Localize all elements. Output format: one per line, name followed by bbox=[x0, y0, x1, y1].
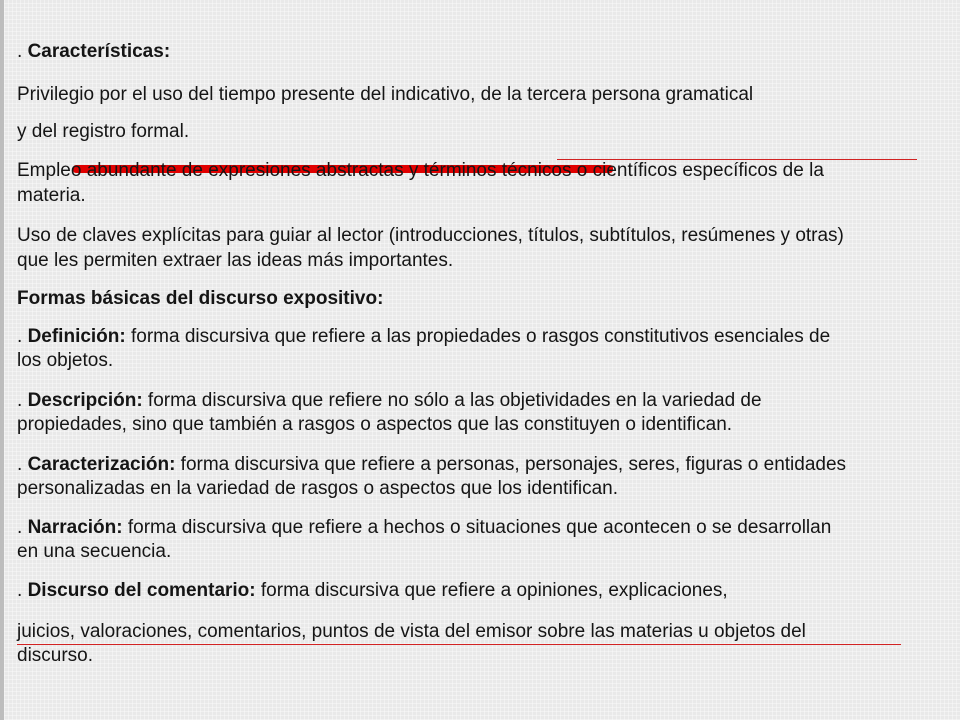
item-bullet: . bbox=[17, 517, 28, 538]
item-caracterizacion bbox=[17, 453, 947, 501]
item-bullet: . bbox=[17, 580, 28, 601]
paragraph-3-line-a: Uso de claves explícitas para guiar al lector (introducciones, títulos, subtítulos, resúmenes y otras) bbox=[17, 225, 844, 246]
paragraph-2-line-b: materia. bbox=[17, 185, 86, 206]
item-text-cont: juicios, valoraciones, comentarios, puntos de vista del emisor sobre las materias u objetos del bbox=[17, 621, 806, 642]
item-text-cont: propiedades, sino que también a rasgos o aspectos que las constituyen o identifican. bbox=[17, 414, 733, 435]
paragraph-3-line-b: que les permiten extraer las ideas más importantes. bbox=[17, 250, 454, 271]
item-term: Definición: bbox=[27, 326, 126, 347]
forms-heading: Formas básicas del discurso expositivo: bbox=[17, 288, 384, 309]
heading-bullet: . bbox=[17, 41, 28, 62]
item-text-cont: en una secuencia. bbox=[17, 541, 172, 562]
paragraph-line-2: y del registro formal. bbox=[17, 121, 190, 142]
item-definicion bbox=[17, 325, 947, 373]
item-text-cont: personalizadas en la variedad de rasgos o aspectos que los identifican. bbox=[17, 478, 618, 499]
heading-text: Características: bbox=[27, 41, 171, 62]
item-term: Caracterización: bbox=[27, 454, 176, 475]
item-bullet: . bbox=[17, 454, 28, 475]
item-text: forma discursiva que refiere a personas, personajes, seres, figuras o entidades bbox=[175, 454, 847, 475]
item-term: Descripción: bbox=[27, 390, 143, 411]
paragraph-line-1: Privilegio por el uso del tiempo presente del indicativo, de la tercera persona gramatical bbox=[17, 84, 754, 105]
item-term: Discurso del comentario: bbox=[27, 580, 256, 601]
item-text-cont: los objetos. bbox=[17, 350, 114, 371]
red-underline-mark-bottom bbox=[17, 644, 901, 645]
item-text: forma discursiva que refiere a hechos o situaciones que acontecen o se desarrollan bbox=[122, 517, 832, 538]
item-text: forma discursiva que refiere a las propiedades o rasgos constitutivos esenciales de bbox=[125, 326, 831, 347]
characteristics-heading bbox=[17, 40, 170, 64]
item-text: forma discursiva que refiere no sólo a las objetividades en la variedad de bbox=[142, 390, 762, 411]
item-bullet: . bbox=[17, 326, 28, 347]
item-term: Narración: bbox=[27, 517, 123, 538]
item-descripcion bbox=[17, 389, 947, 437]
item-text: forma discursiva que refiere a opiniones, explicaciones, bbox=[255, 580, 728, 601]
item-narracion bbox=[17, 516, 947, 564]
item-bullet: . bbox=[17, 390, 28, 411]
item-text-cont-2: discurso. bbox=[17, 645, 94, 666]
paragraph-2-line-a: Empleo abundante de expresiones abstractas y términos técnicos o científicos específicos de la bbox=[17, 160, 824, 181]
item-comentario bbox=[17, 579, 947, 603]
